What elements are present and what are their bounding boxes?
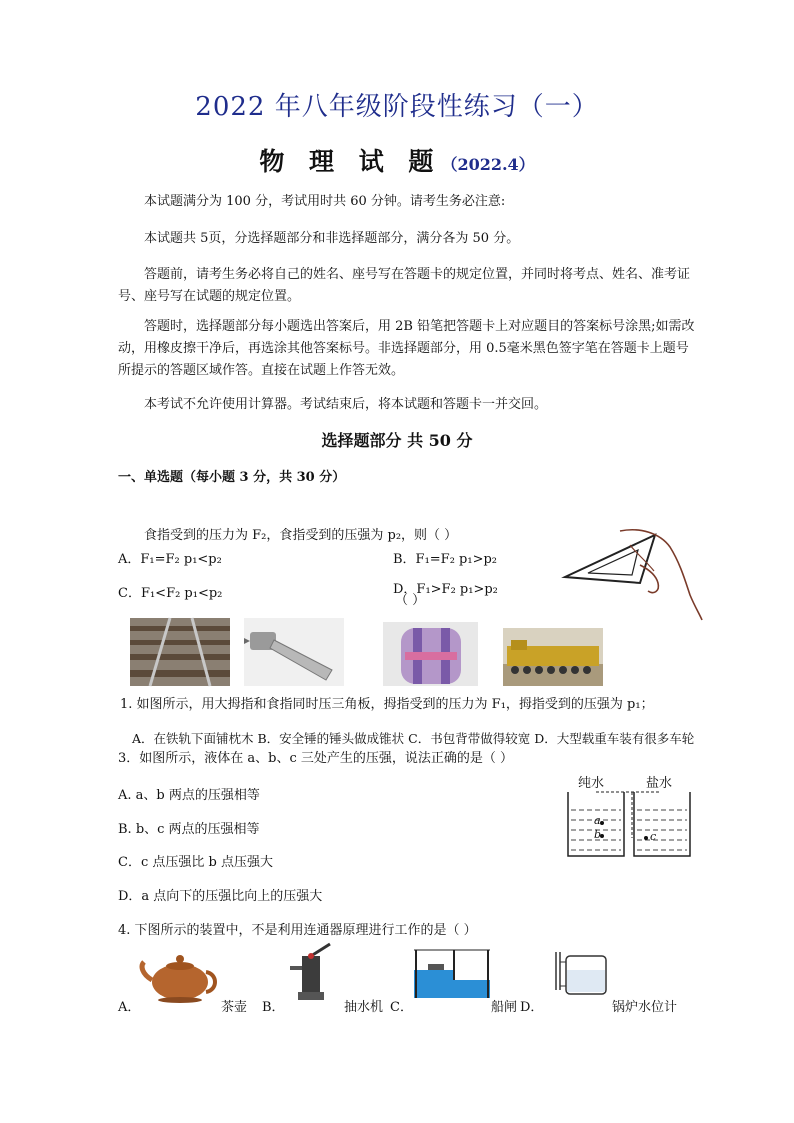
q4-option-d: D． xyxy=(520,1000,544,1015)
salt-water-label: 盐水 xyxy=(646,776,673,791)
part-heading: 一、单选题（每小题 3 分，共 30 分） xyxy=(118,470,346,485)
instruction-5: 本考试不允许使用计算器。考试结束后，将本试题和答题卡一并交回。 xyxy=(144,397,548,412)
q1-option-c: C．F₁<F₂ p₁<p₂ xyxy=(118,586,223,601)
subject-name: 物 理 试 题 xyxy=(259,147,442,176)
section-title: 选择题部分 共 50 分 xyxy=(321,431,473,450)
q3-stem: 3．如图所示，液体在 a、b、c 三处产生的压强，说法正确的是（ ） xyxy=(118,751,514,766)
heavy-truck-photo xyxy=(503,628,603,686)
q3-option-b: B. b、c 两点的压强相等 xyxy=(118,822,260,837)
page-title: 2022 年八年级阶段性练习（一） xyxy=(195,92,599,122)
subject-title xyxy=(0,142,794,178)
exam-date: （2022.4） xyxy=(441,155,535,174)
q1-paren: （ ） xyxy=(395,593,426,608)
q1-option-d: D．F₁>F₂ p₁>p₂ xyxy=(393,582,498,597)
point-b-label: b xyxy=(594,828,602,841)
instruction-2: 本试题共 5页，分选择题部分和非选择题部分，满分各为 50 分。 xyxy=(144,231,520,246)
q4-option-a: A． xyxy=(118,1000,141,1015)
point-a-label: a xyxy=(594,814,601,827)
q4-stem: 4. 下图所示的装置中，不是利用连通器原理进行工作的是（ ） xyxy=(118,923,477,938)
instruction-3: 答题前，请考生务必将自己的姓名、座号写在答题卡的规定位置，并同时将考点、姓名、准考证号、座号写在试题的规定位置。 xyxy=(118,267,691,304)
q3-option-a: A. a、b 两点的压强相等 xyxy=(118,788,260,803)
boiler-gauge-image xyxy=(548,946,610,998)
q2-options: A．在铁轨下面铺枕木 B．安全锤的锤头做成锥状 C．书包背带做得较宽 D．大型载重车装有很多车轮 xyxy=(132,731,695,746)
point-c-label: c xyxy=(650,830,657,843)
q1-stem-head: 1. 如图所示，用大拇指和食指同时压三角板，拇指受到的压力为 F₁，拇指受到的压强为 p₁； xyxy=(120,697,654,712)
hand-triangle-figure xyxy=(560,525,710,625)
safety-hammer-photo xyxy=(244,618,344,686)
teapot-image xyxy=(140,946,220,1004)
q1-option-b: B．F₁=F₂ p₁>p₂ xyxy=(393,552,498,567)
q1-stem-tail: 食指受到的压力为 F₂，食指受到的压强为 p₂，则（ ） xyxy=(144,528,458,543)
instruction-4: 答题时，选择题部分每小题选出答案后，用 2B 铅笔把答题卡上对应题目的答案标号涂黑;如需改动，用橡皮擦干净后，再选涂其他答案标号。非选择题部分，用 0.5毫米黑色签字笔在答题卡上题号所提示的答题区域作答。直接在试题上作答无效。 xyxy=(118,319,695,378)
beakers-figure xyxy=(562,788,702,860)
q1-option-a: A．F₁=F₂ p₁<p₂ xyxy=(118,552,222,567)
q4-option-c: C． xyxy=(390,1000,413,1015)
backpack-photo xyxy=(383,622,478,686)
water-pump-image xyxy=(288,942,338,1004)
ship-lock-image xyxy=(414,950,490,998)
pure-water-label: 纯水 xyxy=(578,776,605,791)
q4-label-teapot: 茶壶 xyxy=(221,1000,248,1015)
railway-photo xyxy=(130,618,230,686)
instruction-1: 本试题满分为 100 分，考试用时共 60 分钟。请考生务必注意: xyxy=(144,194,506,209)
q4-label-pump: 抽水机 xyxy=(344,1000,384,1015)
q4-label-boiler: 锅炉水位计 xyxy=(612,1000,678,1015)
q4-label-lock: 船闸 xyxy=(491,1000,518,1015)
q3-option-d: D．a 点向下的压强比向上的压强大 xyxy=(118,889,323,904)
q3-option-c: C．c 点压强比 b 点压强大 xyxy=(118,855,273,870)
q4-option-b: B． xyxy=(262,1000,285,1015)
